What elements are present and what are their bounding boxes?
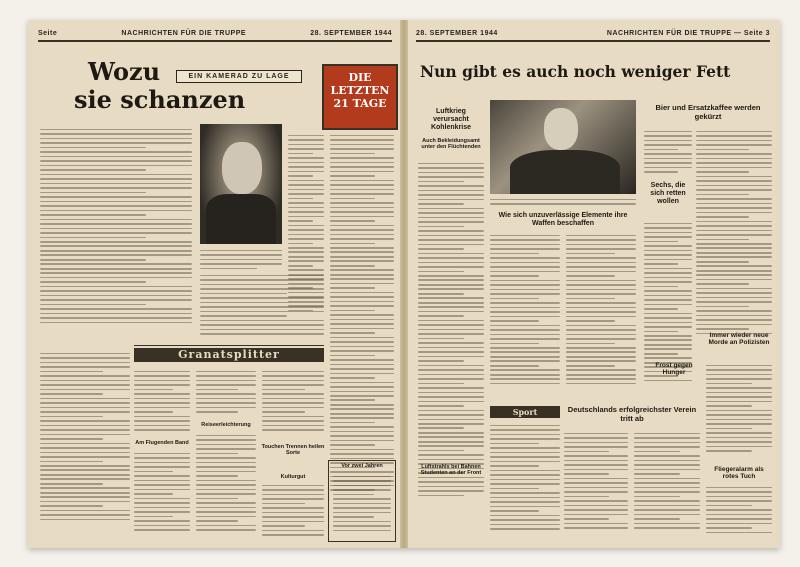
right-morde-text — [706, 362, 772, 462]
vor-zwei-jahren-box — [328, 460, 396, 542]
left-article-under-photo — [200, 272, 324, 342]
right-bier-text — [644, 128, 692, 178]
kicker-box: EIN KAMERAD ZU LAGE — [176, 70, 302, 83]
splitter-col2-top — [196, 368, 256, 418]
sub-reiseerleichterung: Reiseerleichterung — [201, 422, 251, 428]
side-box-line2: LETZTEN — [330, 84, 390, 97]
vor-zwei-jahren-text — [333, 473, 391, 539]
headline-fett: Nun gibt es auch noch weniger Fett — [420, 62, 731, 81]
sub-vor-zwei-jahren: Vor zwei Jahren — [341, 463, 383, 469]
left-page-header — [38, 26, 392, 42]
splitter-col1-top — [134, 368, 190, 438]
portrait-photo — [200, 124, 282, 244]
sub-verein: Deutschlands erfolgreichster Verein tritt ab — [567, 405, 697, 423]
right-page-header — [416, 26, 770, 42]
banner-rule — [134, 345, 324, 346]
portrait-face — [222, 142, 262, 194]
sub-bekleidungsamt: Auch Bekleidungsamt unter den Flüchtenden — [421, 138, 481, 151]
portrait-uniform — [206, 194, 276, 244]
verein-col2 — [634, 430, 700, 540]
splitter-col2-bottom — [196, 432, 256, 540]
section-banner: Granatsplitter — [134, 348, 324, 362]
photo-face — [544, 108, 578, 150]
sub-touchen: Touchen Trennen heilen Sorte — [261, 444, 325, 457]
left-page — [28, 20, 402, 548]
right-date: 28. SEPTEMBER 1944 — [416, 29, 498, 37]
left-masthead: NACHRICHTEN FÜR DIE TRUPPE — [121, 29, 247, 37]
side-box-last-days — [322, 64, 398, 130]
side-box-line3: 21 TAGE — [333, 97, 387, 110]
right-col2-text — [490, 232, 560, 402]
right-flieger-text — [706, 484, 772, 540]
photo-figure — [510, 150, 620, 194]
right-masthead: NACHRICHTEN FÜR DIE TRUPPE — Seite 3 — [606, 29, 770, 37]
left-article-col1 — [40, 126, 192, 346]
sport-text — [490, 422, 560, 540]
headline-wozu: Wozu — [88, 57, 161, 86]
photo-caption — [490, 196, 636, 208]
left-lower-col1 — [40, 350, 130, 540]
side-box-line1: DIE — [348, 71, 372, 84]
sub-kulturgut: Kulturgut — [280, 474, 306, 480]
splitter-col3-bottom — [262, 482, 324, 540]
right-col1-text — [418, 160, 484, 540]
left-date: 28. SEPTEMBER 1944 — [310, 29, 392, 37]
portrait-caption — [200, 247, 282, 269]
left-page-label: Seite — [38, 29, 58, 37]
right-col4-text — [696, 128, 772, 358]
splitter-col3-top — [262, 368, 324, 438]
sub-fliegeralarm: Fliegeralarm als rotes Tuch — [714, 466, 764, 481]
right-col3-text — [566, 232, 636, 402]
verein-col1 — [564, 430, 628, 540]
sub-bier-kaffee: Bier und Ersatzkaffee werden gekürzt — [655, 103, 761, 121]
headline-schanzen: sie schanzen — [74, 85, 246, 114]
sub-luftkrieg: Luftkrieg verursacht Kohlenkrise — [430, 108, 472, 132]
sub-studenten: Luftstrahls bei Bahnen Studenten an der Front — [420, 464, 482, 477]
newspaper-spread — [28, 20, 780, 548]
sub-sechs: Sechs, die sich retten wollen — [650, 182, 686, 206]
right-page — [406, 20, 780, 548]
sub-elemente: Wie sich unzuverlässige Elemente ihre Waffen beschaffen — [498, 212, 628, 228]
sport-banner: Sport — [490, 406, 560, 418]
article-photo — [490, 100, 636, 194]
sub-flugenden-band: Am Flugenden Band — [135, 440, 189, 446]
sub-frost-hunger: Frost gegen Hunger — [655, 362, 693, 377]
splitter-col1-bottom — [134, 450, 190, 540]
sub-morde: Immer wieder neue Morde an Polizisten — [708, 332, 770, 347]
